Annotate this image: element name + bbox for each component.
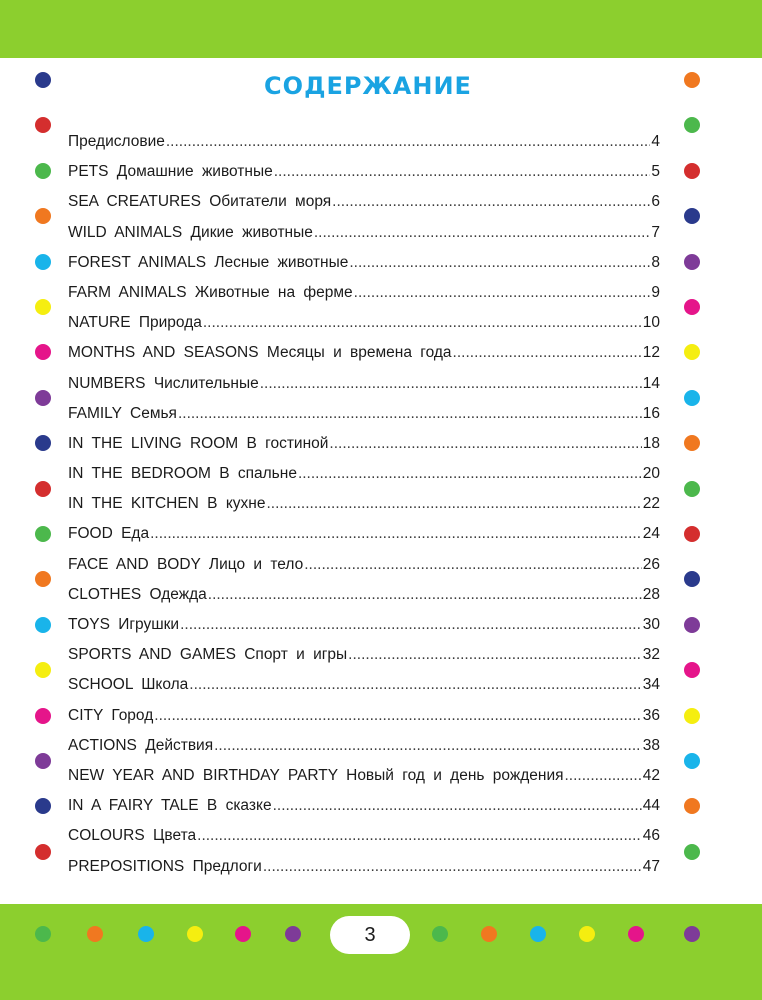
toc-entry bbox=[68, 314, 660, 344]
toc-entry bbox=[68, 616, 660, 646]
toc-entry-title: SPORTS AND GAMES Спорт и игры bbox=[68, 646, 348, 664]
decorative-dot bbox=[35, 254, 51, 270]
toc-entry-title: PETS Домашние животные bbox=[68, 163, 273, 181]
dot-leader bbox=[354, 284, 651, 302]
toc-entry bbox=[68, 465, 660, 495]
decorative-dot bbox=[684, 208, 700, 224]
decorative-dot bbox=[684, 344, 700, 360]
toc-entry-page: 7 bbox=[651, 223, 660, 241]
dot-leader bbox=[565, 767, 642, 785]
decorative-dot bbox=[684, 798, 700, 814]
toc-entry bbox=[68, 797, 660, 827]
decorative-dot bbox=[285, 926, 301, 942]
toc-entry-title: PREPOSITIONS Предлоги bbox=[68, 857, 262, 875]
toc-entry-page: 10 bbox=[642, 314, 660, 332]
decorative-dot bbox=[35, 72, 51, 88]
decorative-dot bbox=[432, 926, 448, 942]
toc-entry-page: 4 bbox=[651, 133, 660, 150]
decorative-dot bbox=[684, 435, 700, 451]
dot-leader bbox=[453, 344, 642, 362]
dot-leader bbox=[208, 586, 642, 604]
decorative-dot bbox=[481, 926, 497, 942]
decorative-dot bbox=[684, 662, 700, 678]
toc-entry bbox=[68, 827, 660, 857]
decorative-dot bbox=[35, 344, 51, 360]
toc-entry-title: SEA CREATURES Обитатели моря bbox=[68, 193, 332, 211]
toc-entry bbox=[68, 193, 660, 223]
decorative-dot bbox=[35, 617, 51, 633]
toc-entry bbox=[68, 435, 660, 465]
toc-entry-page: 42 bbox=[642, 766, 660, 784]
dot-leader bbox=[348, 646, 642, 664]
toc-entry bbox=[68, 344, 660, 374]
toc-entry bbox=[68, 405, 660, 435]
toc-entry-title: MONTHS AND SEASONS Месяцы и времена года bbox=[68, 344, 452, 362]
decorative-dot bbox=[684, 571, 700, 587]
toc-entry-page: 38 bbox=[642, 736, 660, 754]
dot-leader bbox=[154, 707, 641, 725]
toc-entry-title: FARM ANIMALS Животные на ферме bbox=[68, 283, 353, 301]
toc-entry bbox=[68, 707, 660, 737]
dot-leader bbox=[263, 858, 642, 876]
toc-entry-page: 46 bbox=[642, 827, 660, 845]
decorative-dot bbox=[684, 526, 700, 542]
decorative-dot bbox=[35, 390, 51, 406]
decorative-dot bbox=[87, 926, 103, 942]
decorative-dot bbox=[684, 72, 700, 88]
toc-entry-page: 5 bbox=[651, 163, 660, 181]
decorative-dot bbox=[235, 926, 251, 942]
toc-entry-title: IN THE KITCHEN В кухне bbox=[68, 495, 266, 513]
decorative-dot bbox=[35, 526, 51, 542]
decorative-dot bbox=[579, 926, 595, 942]
toc-entry-page: 18 bbox=[642, 434, 660, 452]
decorative-dot bbox=[35, 208, 51, 224]
dot-leader bbox=[166, 133, 651, 151]
toc-entry-title: IN THE LIVING ROOM В гостиной bbox=[68, 434, 329, 452]
toc-entry bbox=[68, 375, 660, 405]
toc-entry-page: 6 bbox=[651, 193, 660, 211]
decorative-dot bbox=[35, 435, 51, 451]
decorative-dot bbox=[684, 163, 700, 179]
toc-entry-title: CLOTHES Одежда bbox=[68, 585, 207, 603]
toc-entry-title: NEW YEAR AND BIRTHDAY PARTY Новый год и день рождения bbox=[68, 766, 564, 784]
dot-leader bbox=[197, 827, 642, 845]
dot-leader bbox=[304, 556, 642, 574]
toc-entry bbox=[68, 556, 660, 586]
decorative-dot bbox=[35, 662, 51, 678]
toc-entry-page: 20 bbox=[642, 465, 660, 483]
toc-entry-page: 26 bbox=[642, 555, 660, 573]
toc-entry bbox=[68, 858, 660, 888]
decorative-dot bbox=[35, 163, 51, 179]
toc-entry-title: FACE AND BODY Лицо и тело bbox=[68, 555, 304, 573]
toc-entry-title: Предисловие bbox=[68, 133, 165, 150]
toc-entry bbox=[68, 767, 660, 797]
toc-entry bbox=[68, 737, 660, 767]
toc-entry bbox=[68, 163, 660, 193]
decorative-dot bbox=[684, 844, 700, 860]
decorative-dot bbox=[684, 254, 700, 270]
toc-entry-title: NATURE Природа bbox=[68, 314, 202, 332]
toc-entry-title: ACTIONS Действия bbox=[68, 736, 214, 754]
dot-leader bbox=[266, 495, 641, 513]
toc-entry-page: 22 bbox=[642, 495, 660, 513]
dot-leader bbox=[329, 435, 641, 453]
dot-leader bbox=[203, 314, 642, 332]
toc-entry-page: 16 bbox=[642, 404, 660, 422]
decorative-dot bbox=[35, 299, 51, 315]
decorative-dot bbox=[35, 798, 51, 814]
toc-entry bbox=[68, 133, 660, 163]
top-band bbox=[0, 0, 762, 58]
toc-entry-page: 34 bbox=[642, 676, 660, 694]
toc-entry-page: 44 bbox=[642, 797, 660, 815]
dot-leader bbox=[332, 193, 650, 211]
toc-entry-title: IN THE BEDROOM В спальне bbox=[68, 465, 297, 483]
dot-leader bbox=[349, 254, 650, 272]
toc-entry-title: SCHOOL Школа bbox=[68, 676, 189, 694]
toc-entry-title: FOOD Еда bbox=[68, 525, 150, 543]
dot-leader bbox=[314, 224, 651, 242]
toc-entry-title: FAMILY Семья bbox=[68, 404, 177, 422]
toc-entry bbox=[68, 495, 660, 525]
decorative-dot bbox=[35, 844, 51, 860]
decorative-dot bbox=[628, 926, 644, 942]
toc-entry-page: 30 bbox=[642, 616, 660, 633]
toc-entry-page: 9 bbox=[651, 283, 660, 301]
toc-entry-title: IN A FAIRY TALE В сказке bbox=[68, 797, 272, 815]
decorative-dot bbox=[35, 926, 51, 942]
page-title: СОДЕРЖАНИЕ bbox=[264, 72, 472, 100]
toc-entry-title: FOREST ANIMALS Лесные животные bbox=[68, 253, 349, 271]
toc-entry-title: COLOURS Цвета bbox=[68, 827, 197, 845]
dot-leader bbox=[260, 375, 642, 393]
decorative-dot bbox=[684, 926, 700, 942]
page-number-badge: 3 bbox=[330, 916, 410, 954]
toc-entry-title: TOYS Игрушки bbox=[68, 616, 180, 633]
toc-entry-title: WILD ANIMALS Дикие животные bbox=[68, 223, 313, 241]
toc-entry-page: 36 bbox=[642, 706, 660, 724]
decorative-dot bbox=[684, 753, 700, 769]
toc-entry bbox=[68, 525, 660, 555]
toc-entry bbox=[68, 646, 660, 676]
dot-leader bbox=[150, 525, 642, 543]
decorative-dot bbox=[684, 117, 700, 133]
decorative-dot bbox=[35, 117, 51, 133]
decorative-dot bbox=[187, 926, 203, 942]
decorative-dot bbox=[35, 753, 51, 769]
toc-entry-page: 24 bbox=[642, 525, 660, 543]
dot-leader bbox=[189, 676, 641, 694]
toc-entry bbox=[68, 676, 660, 706]
toc-entry-page: 32 bbox=[642, 646, 660, 664]
decorative-dot bbox=[35, 571, 51, 587]
dot-leader bbox=[178, 405, 642, 423]
decorative-dot bbox=[530, 926, 546, 942]
dot-leader bbox=[274, 163, 651, 181]
toc-entry bbox=[68, 284, 660, 314]
decorative-dot bbox=[138, 926, 154, 942]
toc-entry-page: 12 bbox=[642, 344, 660, 362]
toc-entry-title: NUMBERS Числительные bbox=[68, 374, 259, 392]
dot-leader bbox=[180, 616, 642, 634]
decorative-dot bbox=[684, 708, 700, 724]
toc-entry bbox=[68, 254, 660, 284]
table-of-contents bbox=[68, 133, 660, 888]
decorative-dot bbox=[684, 617, 700, 633]
toc-entry bbox=[68, 224, 660, 254]
dot-leader bbox=[273, 797, 642, 815]
toc-entry-page: 28 bbox=[642, 585, 660, 603]
decorative-dot bbox=[684, 390, 700, 406]
toc-entry-title: CITY Город bbox=[68, 706, 154, 724]
toc-entry bbox=[68, 586, 660, 616]
decorative-dot bbox=[684, 481, 700, 497]
toc-entry-page: 47 bbox=[642, 857, 660, 875]
toc-entry-page: 14 bbox=[642, 374, 660, 392]
dot-leader bbox=[214, 737, 642, 755]
decorative-dot bbox=[684, 299, 700, 315]
decorative-dot bbox=[35, 708, 51, 724]
dot-leader bbox=[298, 465, 642, 483]
toc-entry-page: 8 bbox=[651, 253, 660, 271]
decorative-dot bbox=[35, 481, 51, 497]
